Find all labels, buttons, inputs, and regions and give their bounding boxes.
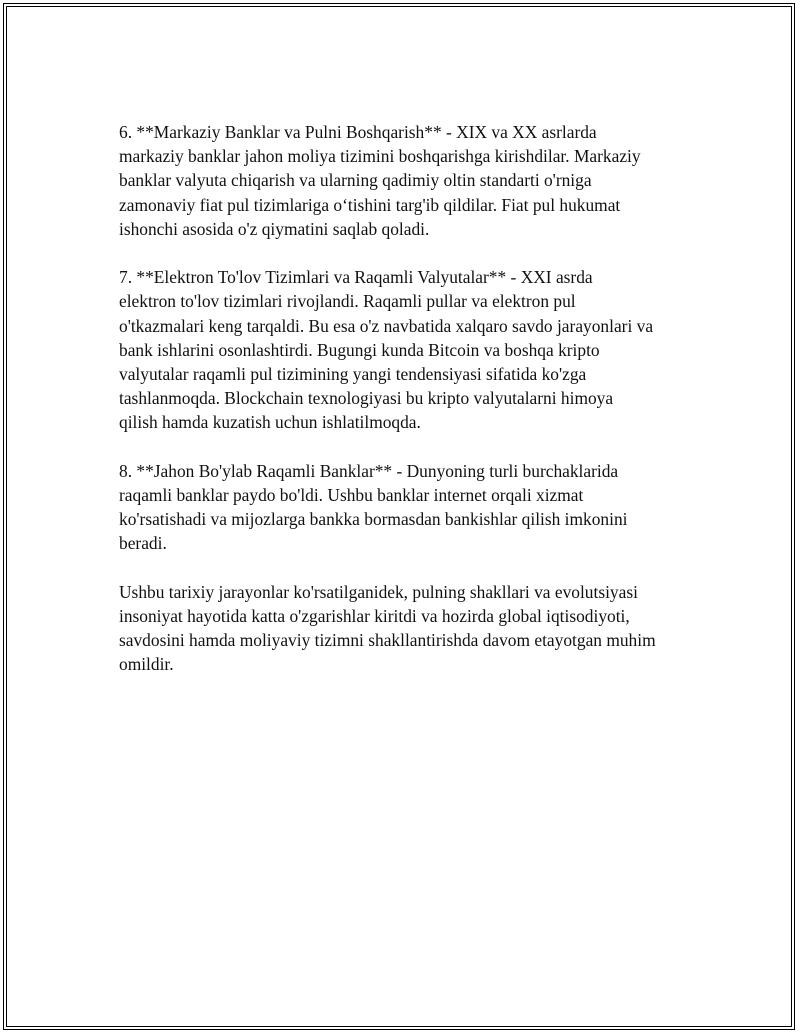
text-line: Ushbu tarixiy jarayonlar ko'rsatilganidek, pulning shakllari va evolutsiyasi	[119, 581, 638, 602]
document-body	[119, 120, 699, 701]
paragraph-conclusion	[119, 580, 699, 677]
document-page	[3, 3, 795, 1030]
text-line: 7. **Elektron To'lov Tizimlari va Raqamli Valyutalar** - XXI asrda	[119, 267, 593, 288]
text-line: markaziy banklar jahon moliya tizimini boshqarishga kirishdilar. Markaziy	[119, 146, 641, 167]
text-line: ishonchi asosida o'z qiymatini saqlab qoladi.	[119, 218, 430, 239]
paragraph-markaziy-banklar	[119, 120, 699, 241]
paragraph-elektron-tolov	[119, 265, 699, 434]
text-line: savdosini hamda moliyaviy tizimni shakllantirishda davom etayotgan muhim	[119, 630, 656, 651]
text-line: qilish hamda kuzatish uchun ishlatilmoqda.	[119, 412, 421, 433]
text-line: beradi.	[119, 533, 167, 554]
text-line: bank ishlarini osonlashtirdi. Bugungi kunda Bitcoin va boshqa kripto	[119, 339, 600, 360]
text-line: 8. **Jahon Bo'ylab Raqamli Banklar** - Dunyoning turli burchaklarida	[119, 460, 619, 481]
text-line: elektron to'lov tizimlari rivojlandi. Raqamli pullar va elektron pul	[119, 291, 576, 312]
text-line: omildir.	[119, 654, 174, 675]
text-line: raqamli banklar paydo bo'ldi. Ushbu banklar internet orqali xizmat	[119, 485, 584, 506]
text-line: zamonaviy fiat pul tizimlariga o‘tishini targ'ib qildilar. Fiat pul hukumat	[119, 194, 621, 215]
text-line: valyutalar raqamli pul tizimining yangi tendensiyasi sifatida ko'zga	[119, 364, 587, 385]
text-line: 6. **Markaziy Banklar va Pulni Boshqarish** - XIX va XX asrlarda	[119, 122, 597, 142]
paragraph-raqamli-banklar	[119, 459, 699, 556]
text-line: ko'rsatishadi va mijozlarga bankka bormasdan bankishlar qilish imkonini	[119, 509, 628, 530]
text-line: insoniyat hayotida katta o'zgarishlar kiritdi va hozirda global iqtisodiyoti,	[119, 606, 630, 627]
text-line: o'tkazmalari keng tarqaldi. Bu esa o'z navbatida xalqaro savdo jarayonlari va	[119, 315, 654, 336]
text-line: tashlanmoqda. Blockchain texnologiyasi bu kripto valyutalarni himoya	[119, 388, 614, 409]
text-line: banklar valyuta chiqarish va ularning qadimiy oltin standarti o'rniga	[119, 170, 592, 191]
